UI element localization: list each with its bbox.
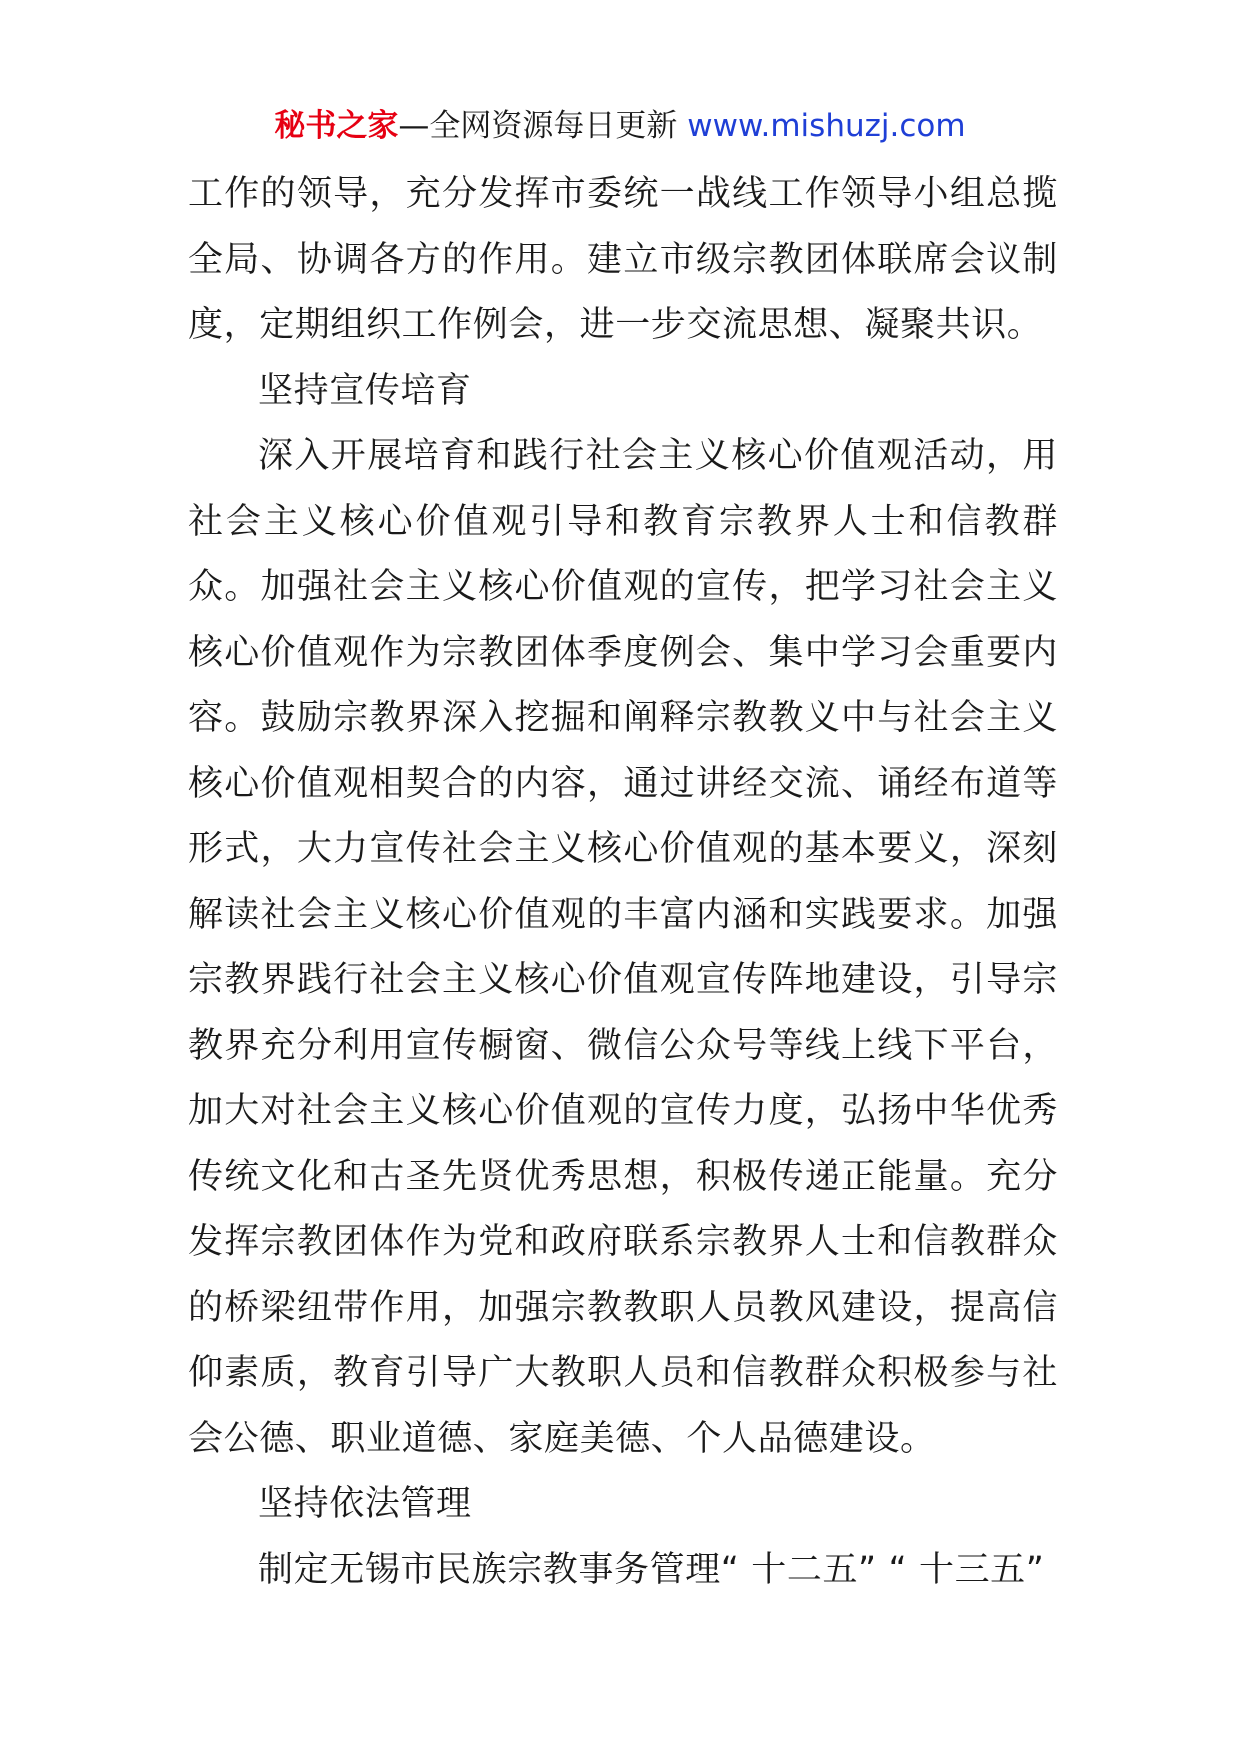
paragraph-publicity: 深入开展培育和践行社会主义核心价值观活动，用社会主义核心价值观引导和教育宗教界人士和信教群众。加强社会主义核心价值观的宣传，把学习社会主义核心价值观作为宗教团体季度例会、集中学习会重要内容。鼓励宗教界深入挖掘和阐释宗教教义中与社会主义核心价值观相契合的内容，通过讲经交流、诵经布道等形式，大力宣传社会主义核心价值观的基本要义，深刻解读社会主义核心价值观的丰富内涵和实践要求。加强宗教界践行社会主义核心价值观宣传阵地建设，引导宗教界充分利用宣传橱窗、微信公众号等线上线下平台，加大对社会主义核心价值观的宣传力度，弘扬中华优秀传统文化和古圣先贤优秀思想，积极传递正能量。充分发挥宗教团体作为党和政府联系宗教界人士和信教群众的桥梁纽带作用，加强宗教教职人员教风建设，提高信仰素质，教育引导广大教职人员和信教群众积极参与社会公德、职业道德、家庭美德、个人品德建设。 — [188, 436, 1058, 1459]
brand-name: 秘书之家 — [274, 108, 399, 144]
section-heading-publicity: 坚持宣传培育 — [258, 370, 472, 411]
paragraph-continuation: 工作的领导，充分发挥市委统一战线工作领导小组总揽全局、协调各方的作用。建立市级宗教团体联席会议制度，定期组织工作例会，进一步交流思想、凝聚共识。 — [188, 174, 1058, 345]
document-body — [188, 162, 1058, 1603]
paragraph-legal-management: 制定无锡市民族宗教事务管理“ 十二五” “ 十三五” — [258, 1549, 1045, 1590]
site-url-link[interactable]: www.mishuzj.com — [687, 108, 966, 144]
section-heading-legal-management: 坚持依法管理 — [258, 1484, 472, 1524]
header-slogan: —全网资源每日更新 — [398, 108, 678, 144]
site-header — [0, 104, 1240, 148]
